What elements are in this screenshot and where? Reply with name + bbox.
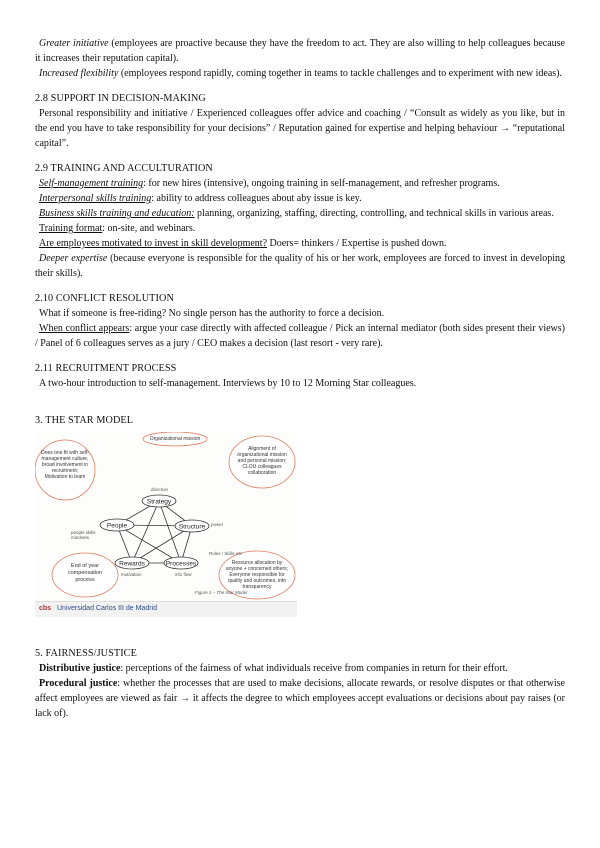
conflict-text: : argue your case directly with affected colleague / Pick an internal mediator (both sides present their views) / Panel of 6 colleagues serves as a jury / CEO makes a decision (last resort - very rare). [35, 323, 565, 349]
deeper-expertise-label: Deeper expertise [39, 253, 108, 264]
interpersonal-text: : ability to address colleagues about aby issue is key. [151, 193, 362, 204]
bubble-right-text: Alignment of organizational mission and personal mission; CLOU colleagues collaboration [237, 446, 287, 476]
training-format-text: : on-site, and webinars. [102, 223, 196, 234]
deeper-expertise-paragraph [35, 251, 565, 281]
node-people-label: People [106, 522, 128, 530]
bubble-bottom-right-text: Resource allocation by anyone + concerned others; Everyone responsible for quality and outcomes, info transparency [225, 560, 289, 590]
node-structure-label: Structure [178, 523, 206, 531]
bubble-left-text: Does one fit with self-management culture, broad involvement in recruitment; Motivation to learn [41, 450, 89, 480]
node-strategy-label: Strategy [146, 498, 172, 506]
increased-flexibility-text: (employees respond rapidly, coming together in teams to tackle challenges and to experiment with new ideas). [118, 68, 562, 79]
free-riding-paragraph: What if someone is free-riding? No single person has the authority to force a decision. [39, 308, 385, 319]
training-format-paragraph [35, 221, 565, 236]
business-skills-label: Business skills training and education: [39, 208, 195, 219]
greater-initiative-paragraph [35, 36, 565, 66]
label-info-flow: info flow [175, 572, 192, 577]
figure-caption: Figure 1 – The Star Model [195, 590, 248, 595]
motivation-text: Doers= thinkers / Expertise is pushed down. [267, 238, 447, 249]
motivation-paragraph [35, 236, 565, 251]
footer-logo: cbs [39, 605, 52, 612]
distributive-text: : perceptions of the fairness of what individuals receive from companies in return for their effort. [120, 663, 508, 674]
deeper-expertise-text: (because everyone is responsible for the quality of his or her work, employees are forced to invest in developing their skills). [35, 253, 565, 279]
node-processes-label: Processes [165, 560, 197, 568]
self-management-text: : for new hires (intensive), ongoing training in self-management, and refresher programs. [143, 178, 500, 189]
bubble-bottom-left-text: End of year compensation process [67, 563, 103, 583]
motivation-label: Are employees motivated to invest in skill development? [39, 238, 268, 249]
section-2-9-heading: 2.9 TRAINING AND ACCULTURATION [35, 163, 213, 174]
section-5-heading: 5. FAIRNESS/JUSTICE [35, 648, 137, 659]
self-management-paragraph [35, 176, 565, 191]
footer-university: Universidad Carlos III de Madrid [57, 605, 157, 612]
self-management-label: Self-management training [39, 178, 144, 189]
bubble-top-text: Organizational mission [149, 436, 201, 442]
procedural-label: Procedural justice [39, 678, 118, 689]
conflict-label: When conflict appears [39, 323, 130, 334]
label-motivation: motivation [121, 572, 142, 577]
procedural-paragraph [35, 676, 565, 721]
section-2-8-heading: 2.8 SUPPORT IN DECISION-MAKING [35, 93, 206, 104]
distributive-label: Distributive justice [39, 663, 121, 674]
greater-initiative-label: Greater initiative [39, 38, 109, 49]
conflict-paragraph [35, 321, 565, 351]
document-page [35, 36, 565, 721]
recruitment-paragraph: A two-hour introduction to self-management. Interviews by 10 to 12 Morning Star colleagues. [39, 378, 417, 389]
star-model-figure [35, 432, 297, 616]
distributive-paragraph [35, 661, 565, 676]
business-skills-paragraph [35, 206, 565, 221]
node-rewards-label: Rewards [119, 560, 145, 568]
label-direction: direction [151, 487, 169, 492]
business-skills-text: planning, organizing, staffing, directing, controlling, and technical skills in various areas. [194, 208, 554, 219]
section-2-10-heading: 2.10 CONFLICT RESOLUTION [35, 293, 174, 304]
label-power: power [211, 522, 224, 527]
increased-flexibility-label: Increased flexibility [39, 68, 119, 79]
section-3-heading: 3. THE STAR MODEL [35, 415, 134, 426]
interpersonal-paragraph [35, 191, 565, 206]
figure-footer [35, 601, 297, 617]
label-roles: Roles / Skills etc [209, 551, 243, 556]
interpersonal-label: Interpersonal skills training [39, 193, 152, 204]
section-2-8-body: Personal responsibility and initiative / Experienced colleagues offer advice and coaching / “Consult as widely as you like, but in the end you have to take responsibility for your decisions” / Reputation gained for expertise and helping behaviour → “reputational capital”. [35, 108, 565, 149]
training-format-label: Training format [39, 223, 103, 234]
increased-flexibility-paragraph [35, 66, 565, 81]
label-people-skills: people skills mindsets [71, 530, 96, 540]
section-2-11-heading: 2.11 RECRUITMENT PROCESS [35, 363, 177, 374]
procedural-text: : whether the processes that are used to make decisions, allocate rewards, or resolve disputes or that otherwise affect employees are viewed as fair → it affects the degree to which employees accept evaluations or decisions about pay raises (or lack of). [35, 678, 565, 719]
greater-initiative-text: (employees are proactive because they have the freedom to act. They are also willing to help colleagues because it increases their reputation capital). [35, 38, 565, 64]
